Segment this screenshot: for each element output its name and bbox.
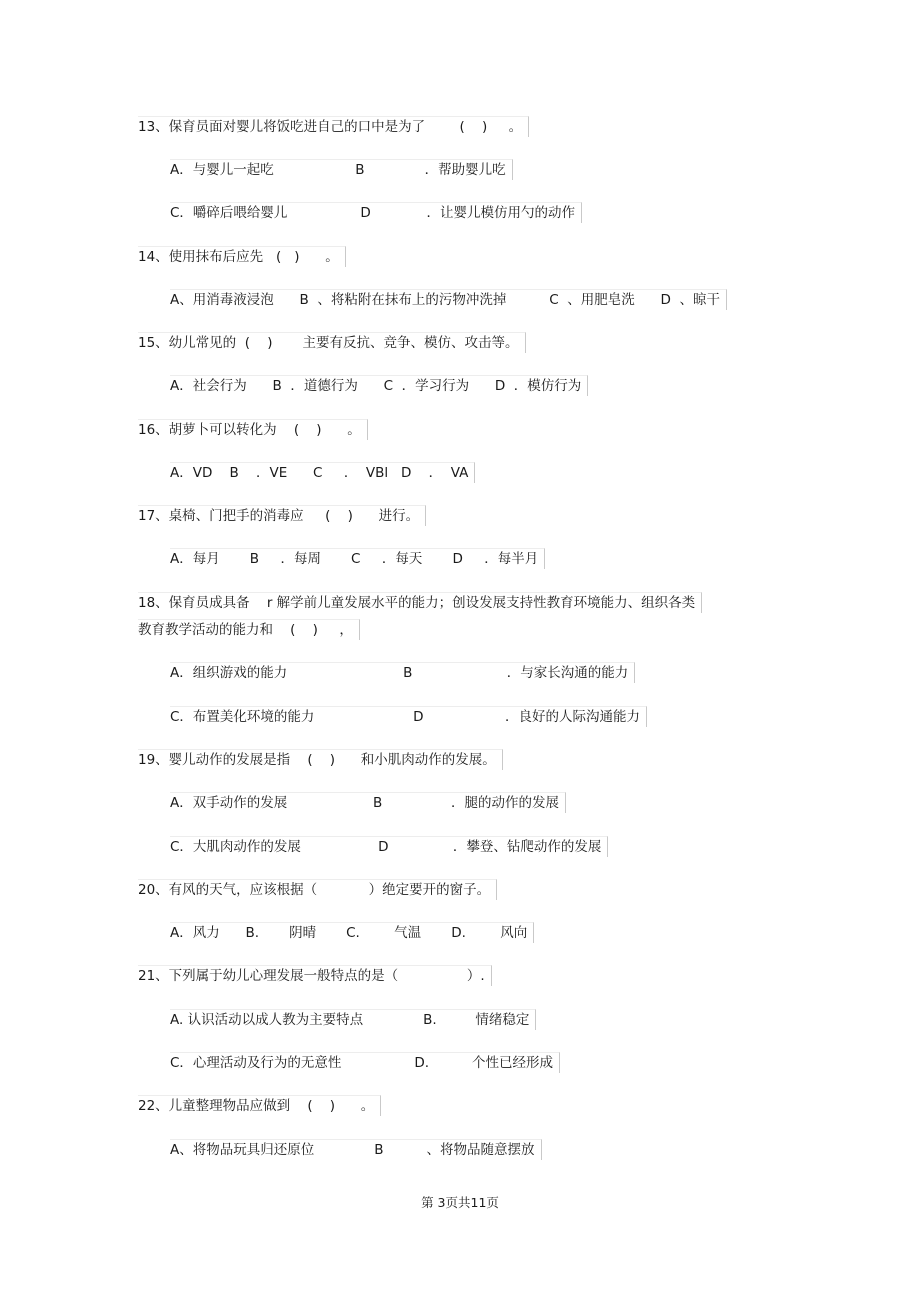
question-16: 16、胡萝卜可以转化为 ( ) 。: [138, 419, 368, 440]
question-22-options: A、将物品玩具归还原位 B 、将物品随意摆放: [170, 1139, 542, 1160]
question-21-options-ab: A. 认识活动以成人教为主要特点 B. 情绪稳定: [170, 1009, 536, 1030]
question-15: 15、幼儿常见的 ( ) 主要有反抗、竞争、模仿、攻击等。: [138, 332, 526, 353]
question-16-options: A．VD B ．VE C ． VBl D ． VA: [170, 462, 475, 483]
question-17: 17、桌椅、门把手的消毒应 ( ) 进行。: [138, 505, 426, 526]
question-18-line-2: 教育教学活动的能力和 ( ) ，: [138, 619, 360, 640]
question-13-options-ab: A．与婴儿一起吃 B ．帮助婴儿吃: [170, 159, 513, 180]
question-14-options: A、用消毒液浸泡 B 、将粘附在抹布上的污物冲洗掉 C 、用肥皂洗 D 、晾干: [170, 289, 727, 310]
question-20-options: A．风力 B. 阴晴 C. 气温 D. 风向: [170, 922, 534, 943]
question-22: 22、儿童整理物品应做到 ( ) 。: [138, 1095, 381, 1116]
question-18-line-1: 18、保育员成具备 r 解学前儿童发展水平的能力；创设发展支持性教育环境能力、组织各类: [138, 592, 702, 613]
question-15-options: A．社会行为 B ．道德行为 C ．学习行为 D ．模仿行为: [170, 375, 588, 396]
question-13-options-cd: C．嚼碎后喂给婴儿 D ．让婴儿模仿用勺的动作: [170, 202, 582, 223]
question-21: 21、下列属于幼儿心理发展一般特点的是（ ）.: [138, 965, 492, 986]
question-14: 14、使用抹布后应先 ( ) 。: [138, 246, 346, 267]
question-18-options-ab: A．组织游戏的能力 B ．与家长沟通的能力: [170, 662, 635, 683]
question-21-options-cd: C．心理活动及行为的无意性 D. 个性已经形成: [170, 1052, 560, 1073]
question-20: 20、有风的天气，应该根据（ ）绝定要开的窗子。: [138, 879, 497, 900]
question-19: 19、婴儿动作的发展是指 ( ) 和小肌肉动作的发展。: [138, 749, 503, 770]
question-19-options-ab: A．双手动作的发展 B ．腿的动作的发展: [170, 792, 566, 813]
question-19-options-cd: C．大肌肉动作的发展 D ．攀登、钻爬动作的发展: [170, 836, 608, 857]
question-17-options: A．每月 B ．每周 C ．每天 D ．每半月: [170, 548, 545, 569]
question-18-options-cd: C．布置美化环境的能力 D ．良好的人际沟通能力: [170, 706, 647, 727]
page-footer: 第 3页共11页: [421, 1195, 499, 1210]
question-13: 13、保育员面对婴儿将饭吃进自己的口中是为了 ( ) 。: [138, 116, 529, 137]
